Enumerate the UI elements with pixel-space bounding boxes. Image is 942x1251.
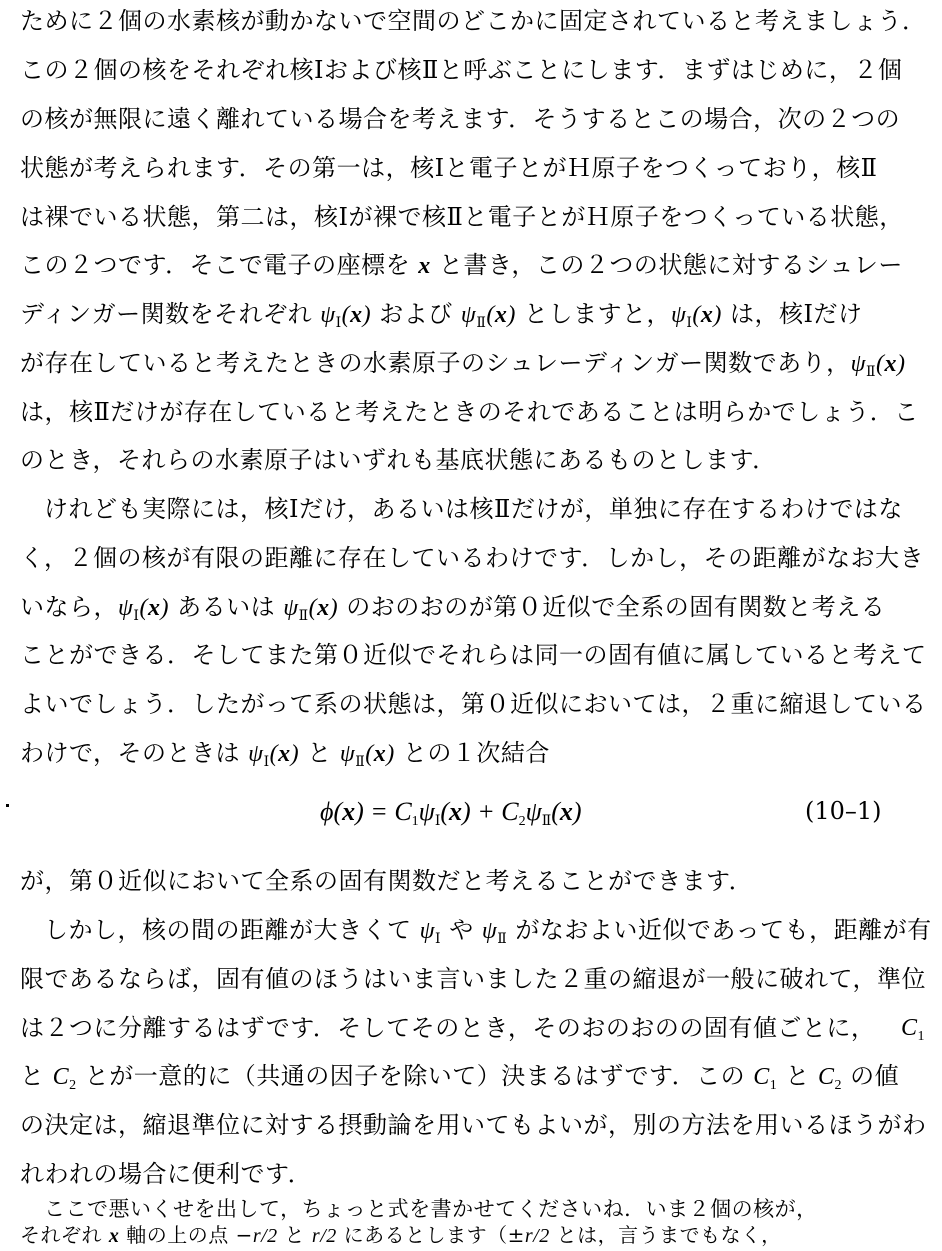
math-psi2: $\psi_Ⅱ(x)$	[850, 351, 906, 380]
text-segment: のおのおのが第０近似で全系の固有関数と考える	[338, 593, 886, 621]
text-segment: および	[371, 300, 461, 328]
text-line: の核が無限に遠く離れている場合を考えます．そうするとこの場合，次の２つの	[20, 105, 901, 133]
text-line: ことができる．そしてまた第０近似でそれらは同一の固有値に属していると考えて	[20, 641, 927, 669]
text-line: けれども実際には，核Ⅰだけ，あるいは核Ⅱだけが，単独に存在するわけではな	[44, 495, 903, 523]
text-line: よいでしょう．したがって系の状態は，第０近似においては，２重に縮退している	[20, 690, 927, 718]
text-line: この２個の核をそれぞれ核Ⅰおよび核Ⅱと呼ぶことにします．まずはじめに，２個	[20, 56, 903, 84]
math-psi2: $\psi_Ⅱ(x)$	[460, 302, 516, 331]
text-segment: と	[20, 1062, 53, 1090]
text-line	[20, 736, 925, 780]
text-segment: との１次結合	[394, 739, 550, 767]
text-segment: にあるとします（±	[336, 1223, 525, 1247]
text-line: 状態が考えられます．その第一は，核Ⅰと電子とがＨ原子をつくっており，核Ⅱ	[20, 154, 878, 182]
equation: $\phi(x) = C_1\psi_Ⅰ(x) + C_2\psi_Ⅱ(x)$	[320, 797, 582, 829]
text-segment: は，核Ⅰだけ	[721, 300, 863, 328]
text-line	[20, 248, 925, 283]
text-segment: と書き，この２つの状態に対するシュレー	[430, 251, 903, 279]
text-line: ために２個の水素核が動かないで空間のどこかに固定されていると考えましょう．	[20, 7, 927, 35]
equation-number: (10–1)	[805, 797, 882, 825]
text-line	[20, 590, 925, 634]
math-x: x	[418, 253, 431, 279]
text-segment: とは，言うまでもなく，	[549, 1223, 782, 1247]
text-line: く，２個の核が有限の距離に存在しているわけです．しかし，その距離がなお大き	[20, 544, 925, 572]
text-segment: としますと，	[515, 300, 671, 328]
text-line	[20, 346, 925, 390]
text-line	[20, 1059, 925, 1103]
text-line	[20, 1011, 925, 1045]
text-line: の決定は，縮退準位に対する摂動論を用いてもよいが，別の方法を用いるほうがわ	[20, 1111, 927, 1139]
math-x: x	[108, 1225, 120, 1247]
math-psi2: $\psi_Ⅱ(x)$	[283, 595, 339, 624]
math-r-over-2: r/2	[252, 1225, 278, 1247]
math-psi2: $\psi_Ⅱ(x)$	[339, 741, 395, 770]
text-line: ここで悪いくせを出して，ちょっと式を書かせてくださいね．いま２個の核が，	[44, 1197, 818, 1221]
text-line	[44, 913, 932, 957]
text-segment: と	[777, 1062, 818, 1090]
text-segment: が存在していると考えたときの水素原子のシュレーディンガー関数であり，	[20, 349, 851, 377]
text-segment: と	[299, 739, 340, 767]
text-segment: ディンガー関数をそれぞれ	[20, 300, 321, 328]
text-line: 限であるならば，固有値のほうはいま言いました２重の縮退が一般に破れて，準位	[20, 965, 927, 993]
text-segment: あるいは	[168, 593, 284, 621]
text-segment: や	[441, 916, 482, 944]
text-segment: いなら，	[20, 593, 118, 621]
text-line	[20, 297, 925, 341]
math-c2: $C_2$	[52, 1064, 77, 1093]
math-psi1: $\psi_Ⅰ$	[419, 918, 442, 947]
math-psi1: $\psi_Ⅰ(x)$	[670, 302, 722, 331]
stray-mark	[6, 804, 9, 807]
text-segment: は２つに分離するはずです．そしてそのとき，そのおのおのの固有値ごとに，	[20, 1014, 876, 1042]
math-psi1: $\psi_Ⅰ(x)$	[320, 302, 372, 331]
text-line: が，第０近似において全系の固有関数だと考えることができます．	[20, 867, 754, 895]
math-c2: $C_2$	[818, 1064, 843, 1093]
text-segment: の値	[842, 1062, 900, 1090]
text-line: は裸でいる状態，第二は，核Ⅰが裸で核Ⅱと電子とがＨ原子をつくっている状態，	[20, 203, 904, 231]
text-segment: しかし，核の間の距離が大きくて	[44, 916, 420, 944]
math-r-over-2: r/2	[524, 1225, 550, 1247]
text-line	[20, 1222, 925, 1250]
math-c1: $C_1$	[900, 1015, 925, 1044]
text-line: れわれの場合に便利です．	[20, 1160, 313, 1188]
math-r-over-2: r/2	[311, 1225, 337, 1247]
math-c1: $C_1$	[753, 1064, 778, 1093]
text-segment: それぞれ	[20, 1223, 109, 1247]
math-psi2: $\psi_Ⅱ$	[481, 918, 508, 947]
math-psi1: $\psi_Ⅰ(x)$	[118, 595, 169, 624]
text-segment: と	[277, 1223, 312, 1247]
text-line: は，核Ⅱだけが存在していると考えたときのそれであることは明らかでしょう．こ	[20, 398, 919, 426]
math-psi1: $\psi_Ⅰ(x)$	[248, 741, 300, 770]
text-segment: がなおよい近似であっても，距離が有	[507, 916, 932, 944]
text-segment: 軸の上の点 −	[119, 1223, 253, 1247]
text-segment: この２つです．そこで電子の座標を	[20, 251, 419, 279]
text-line: のとき，それらの水素原子はいずれも基底状態にあるものとします．	[20, 446, 777, 474]
text-segment: とが一意的に（共通の因子を除いて）決まるはずです．この	[76, 1062, 754, 1090]
text-segment: わけで，そのときは	[20, 739, 249, 767]
